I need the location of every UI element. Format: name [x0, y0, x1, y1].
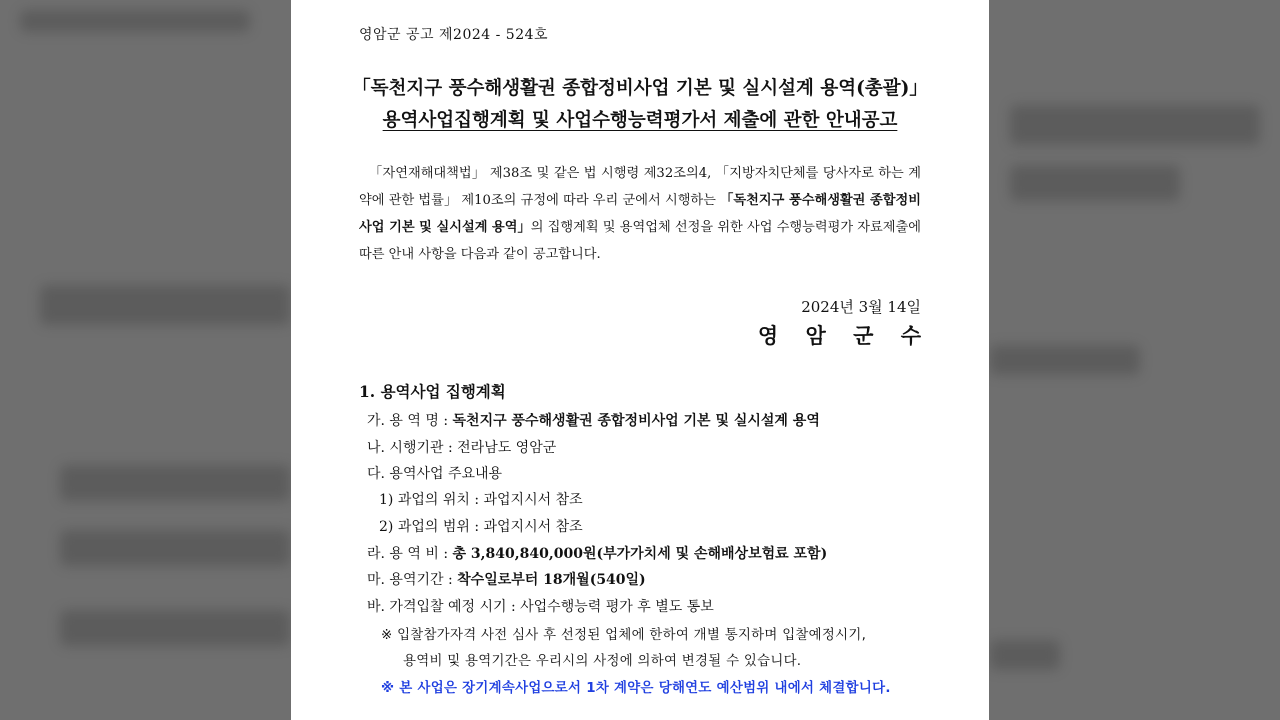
item-label: 라. 용 역 비 :: [367, 546, 453, 562]
background-blur: [60, 465, 290, 501]
item-period: [367, 569, 646, 589]
item-value: 전라남도 영암군: [457, 440, 557, 456]
note-1-line-1: ※ 입찰참가자격 사전 심사 후 선정된 업체에 한하여 개별 통지하며 입찰예정시기,: [381, 628, 867, 643]
notice-document: [291, 0, 989, 720]
intro-text-2: 의 집행계획 및 용역업체 선정을 위한 사업 수행능력평가 자료제출에 따른 안내 사항을 다음과 같이 공고합니다.: [359, 220, 921, 262]
doc-number: 영암군 공고 제2024 - 524호: [359, 27, 549, 43]
issuer: 영 암 군 수: [757, 323, 931, 348]
background-blur: [40, 285, 290, 325]
background-blur: [1010, 105, 1260, 145]
item-service-name: [367, 410, 820, 430]
background-blur: [1010, 165, 1180, 201]
item-bid-timing: 바. 가격입찰 예정 시기 : 사업수행능력 평가 후 별도 통보: [367, 599, 714, 615]
note-2-highlight: ※ 본 사업은 장기계속사업으로서 1차 계약은 당해연도 예산범위 내에서 체결합니다.: [381, 681, 891, 696]
background-blur: [60, 530, 290, 566]
item-value: 총 3,840,840,000원(부가가치세 및 손해배상보험료 포함): [452, 546, 828, 562]
item-cost: [367, 543, 827, 563]
background-blur: [990, 345, 1140, 375]
background-blur: [20, 10, 250, 32]
intro-paragraph: [359, 160, 921, 268]
intro-project-name: 「독천지구 풍수해생활권 종합정비사업 기본 및 실시설계 용역」: [359, 193, 921, 235]
item-agency: [367, 437, 556, 457]
item-label: 가. 용 역 명 :: [367, 413, 453, 429]
section-title: 1. 용역사업 집행계획: [359, 382, 506, 401]
item-main-content: 다. 용역사업 주요내용: [367, 466, 503, 482]
notice-date: 2024년 3월 14일: [801, 298, 921, 316]
item-scope: 2) 과업의 범위 : 과업지시서 참조: [379, 519, 583, 535]
title-line-2: 용역사업집행계획 및 사업수행능력평가서 제출에 관한 안내공고: [382, 110, 898, 131]
note-1-line-2: 용역비 및 용역기간은 우리시의 사정에 의하여 변경될 수 있습니다.: [403, 654, 802, 669]
background-blur: [60, 610, 290, 646]
item-value: 독천지구 풍수해생활권 종합정비사업 기본 및 실시설계 용역: [452, 413, 820, 429]
item-location: 1) 과업의 위치 : 과업지시서 참조: [379, 492, 583, 508]
background-blur: [990, 640, 1060, 670]
item-value: 착수일로부터 18개월(540일): [457, 572, 646, 588]
intro-text-1: 「자연재해대책법」 제38조 및 같은 법 시행령 제32조의4, 「지방자치단체를 당사자로 하는 계약에 관한 법률」 제10조의 규정에 따라 우리 군에서 시행하는: [359, 166, 921, 208]
item-label: 나. 시행기관 :: [367, 440, 458, 456]
title-line-1: 「독천지구 풍수해생활권 종합정비사업 기본 및 실시설계 용역(총괄)」: [352, 78, 928, 99]
item-label: 마. 용역기간 :: [367, 572, 458, 588]
